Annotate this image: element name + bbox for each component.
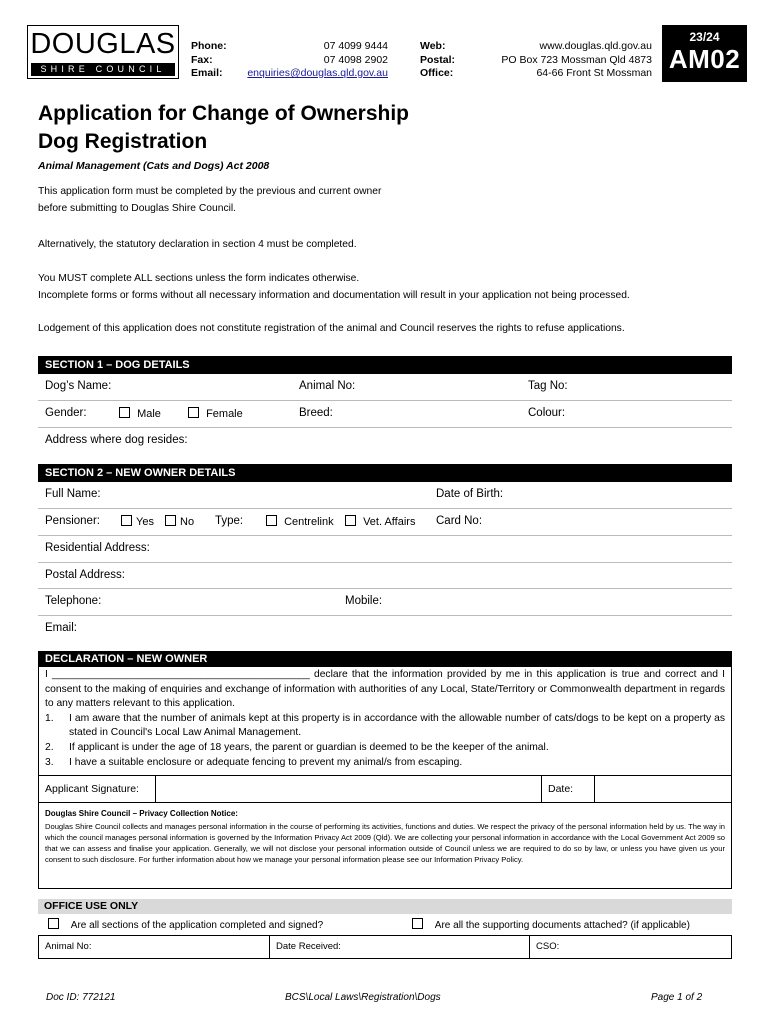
web-value: www.douglas.qld.gov.au: [539, 40, 652, 52]
pensioner-label: Pensioner:: [45, 515, 100, 527]
phone-value: 07 4099 9444: [323, 40, 388, 52]
item-text: I have a suitable enclosure or adequate fencing to prevent my animal/s from escaping.: [69, 756, 463, 768]
declaration-item-1: [45, 712, 725, 741]
postal-label: Postal:: [420, 53, 456, 66]
pensioner-yes-option[interactable]: [121, 515, 154, 528]
page-number: Page 1 of 2: [651, 992, 703, 1003]
dog-details-row-3: [38, 428, 732, 454]
dog-details-row-1: [38, 374, 732, 401]
vet-affairs-label: Vet. Affairs: [363, 516, 416, 528]
fax-value: 07 4098 2902: [323, 53, 388, 66]
item-number: 3.: [45, 756, 54, 768]
cso-field[interactable]: CSO:: [536, 941, 560, 952]
sections-completed-checkbox[interactable]: [48, 918, 59, 929]
form-code-badge: [662, 25, 747, 82]
centrelink-option[interactable]: [266, 515, 334, 528]
gender-label: Gender:: [45, 407, 87, 419]
declaration-heading: DECLARATION – NEW OWNER: [38, 651, 732, 667]
contact-values-right: [470, 40, 652, 81]
intro-paragraph-2: Alternatively, the statutory declaration in section 4 must be completed.: [38, 239, 357, 250]
intro-text: Incomplete forms or forms without all necessary information and documentation will result in your application not being processed.: [38, 290, 630, 301]
web-label: Web:: [420, 40, 446, 52]
title-line-1: Application for Change of Ownership: [38, 102, 410, 125]
breed-label[interactable]: Breed:: [299, 407, 333, 419]
vet-affairs-checkbox[interactable]: [345, 515, 356, 526]
office-value: 64-66 Front St Mossman: [536, 67, 652, 79]
phone-label: Phone:: [191, 40, 227, 52]
email-label: Email:: [191, 67, 223, 79]
intro-paragraph-3: [38, 270, 630, 304]
intro-paragraph-1: [38, 183, 381, 217]
page-title: [38, 100, 409, 156]
contact-labels-left: [191, 40, 227, 81]
logo-sub-text: SHIRE COUNCIL: [31, 63, 175, 76]
council-logo: [27, 25, 179, 79]
dog-details-row-2: [38, 401, 732, 428]
owner-row-6: [38, 616, 732, 643]
fax-label: Fax:: [191, 53, 213, 66]
doc-path: BCS\Local Laws\Registration\Dogs: [285, 992, 441, 1003]
male-option[interactable]: [119, 407, 161, 420]
residential-address-label[interactable]: Residential Address:: [45, 542, 150, 554]
sections-completed-label: Are all sections of the application completed and signed?: [70, 920, 324, 931]
logo-main-text: DOUGLAS: [30, 28, 176, 60]
centrelink-label: Centrelink: [284, 516, 334, 528]
yes-label: Yes: [136, 516, 154, 528]
signature-field[interactable]: [156, 776, 542, 802]
intro-text: before submitting to Douglas Shire Council.: [38, 203, 237, 214]
full-name-label[interactable]: Full Name:: [45, 488, 101, 500]
signature-row: [38, 775, 732, 803]
animal-no-label[interactable]: Animal No:: [299, 380, 356, 392]
section-1-heading: SECTION 1 – DOG DETAILS: [38, 356, 732, 374]
address-label[interactable]: Address where dog resides:: [45, 434, 188, 446]
owner-row-1: [38, 482, 732, 509]
documents-attached-label: Are all the supporting documents attached? (if applicable): [434, 920, 690, 931]
yes-checkbox[interactable]: [121, 515, 132, 526]
owner-row-4: [38, 563, 732, 589]
act-subtitle: Animal Management (Cats and Dogs) Act 2008: [38, 160, 270, 172]
dob-label[interactable]: Date of Birth:: [436, 488, 504, 500]
item-text: If applicant is under the age of 18 years, the parent or guardian is deemed to be the keeper of the animal.: [69, 741, 549, 753]
item-number: 2.: [45, 741, 54, 753]
office-fields-row: [38, 935, 732, 959]
email-label-field[interactable]: Email:: [45, 622, 77, 634]
privacy-notice: [38, 803, 732, 889]
type-label: Type:: [215, 515, 244, 527]
doc-id: Doc ID: 772121: [46, 992, 116, 1003]
form-code: AM02: [668, 44, 741, 74]
male-label: Male: [137, 408, 161, 420]
item-number: 1.: [45, 712, 54, 724]
signature-label: Applicant Signature:: [39, 776, 156, 802]
telephone-label[interactable]: Telephone:: [45, 595, 102, 607]
female-label: Female: [206, 408, 243, 420]
office-checks-row: [38, 914, 732, 934]
centrelink-checkbox[interactable]: [266, 515, 277, 526]
owner-row-2: [38, 509, 732, 536]
declaration-text-box: [38, 667, 732, 775]
item-text: I am aware that the number of animals kept at this property is in accordance with the allowable number of cats/dogs to be kept on a property as stated in Council's Local Law Animal Management.: [69, 712, 725, 739]
postal-value: PO Box 723 Mossman Qld 4873: [501, 53, 652, 66]
office-label: Office:: [420, 67, 454, 79]
documents-attached-option[interactable]: [412, 918, 690, 931]
dogs-name-label[interactable]: Dog’s Name:: [45, 380, 112, 392]
declaration-item-2: [45, 741, 725, 756]
documents-attached-checkbox[interactable]: [412, 918, 423, 929]
sections-completed-option[interactable]: [48, 918, 323, 931]
female-checkbox[interactable]: [188, 407, 199, 418]
intro-text: This application form must be completed by the previous and current owner: [38, 186, 382, 197]
office-animal-no-field[interactable]: Animal No:: [39, 936, 270, 958]
form-year: 23/24: [689, 30, 720, 44]
declaration-item-3: [45, 756, 725, 771]
privacy-text: Douglas Shire Council collects and manages personal information in the course of performing its activities, functions and duties. We respect the privacy of the personal information held by us. The way in which the council manages personal information is governed by the Information Privacy Act 2009 (Qld). We are collecting your personal information in accordance with the Local Government Act 2009 so that we can assess and finalise your application. Generally, we will not disclose your personal information outside of Council unless we are required to do so by law, or unless you have given us your consent to such disclosure. For further information about how we manage your personal information please see our Information Privacy Policy.: [45, 822, 725, 864]
no-checkbox[interactable]: [165, 515, 176, 526]
postal-address-label[interactable]: Postal Address:: [45, 569, 125, 581]
colour-label[interactable]: Colour:: [528, 407, 566, 419]
contact-values-left: [240, 40, 388, 81]
section-2-heading: SECTION 2 – NEW OWNER DETAILS: [38, 464, 732, 482]
female-option[interactable]: [188, 407, 243, 420]
tag-no-label[interactable]: Tag No:: [528, 380, 568, 392]
intro-text: You MUST complete ALL sections unless the form indicates otherwise.: [38, 273, 360, 284]
mobile-label[interactable]: Mobile:: [345, 595, 383, 607]
owner-row-5: [38, 589, 732, 616]
declaration-statement: I _____________________________________________ declare that the information provided by me in this application is true and correct and I consent to the making of enquiries and exchange of information with authorities of any Local, State/Territory or Commonwealth department in regards to any matters relevant to this application.: [45, 669, 725, 710]
pensioner-no-option[interactable]: [165, 515, 194, 528]
title-line-2: Dog Registration: [38, 130, 208, 153]
card-no-label[interactable]: Card No:: [436, 515, 483, 527]
date-received-field[interactable]: Date Received:: [270, 936, 530, 958]
owner-row-3: [38, 536, 732, 563]
vet-affairs-option[interactable]: [345, 515, 415, 528]
intro-paragraph-4: Lodgement of this application does not constitute registration of the animal and Council reserves the rights to refuse applications.: [38, 323, 625, 334]
office-use-heading: OFFICE USE ONLY: [38, 899, 732, 914]
no-label: No: [180, 516, 195, 528]
male-checkbox[interactable]: [119, 407, 130, 418]
date-label: Date:: [542, 776, 595, 802]
contact-labels-right: [420, 40, 455, 81]
email-link[interactable]: enquiries@douglas.qld.gov.au: [247, 67, 388, 79]
date-field[interactable]: [595, 776, 731, 802]
privacy-heading: Douglas Shire Council – Privacy Collection Notice:: [45, 809, 238, 818]
